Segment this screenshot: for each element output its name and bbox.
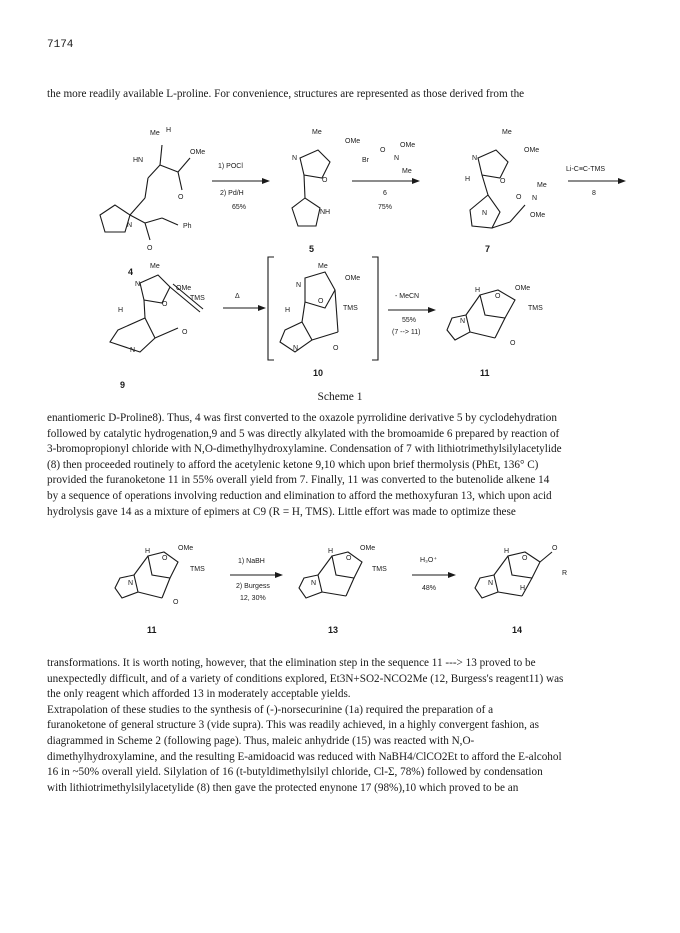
compound-4-structure (100, 127, 205, 252)
row2-arrow-top: - MeCN (395, 293, 420, 300)
c7-me2: Me (537, 182, 547, 189)
row3-arrow1-sub: 12, 30% (240, 595, 266, 602)
compound-11-structure (447, 285, 543, 347)
row1-arrow3-reagent: Li-C≡C-TMS (566, 166, 606, 173)
c7-ome2: OMe (530, 212, 546, 219)
c11b-o2: O (173, 599, 179, 606)
c4-ome: OMe (190, 149, 206, 156)
compound-14-structure (475, 545, 567, 598)
reagent6-me: Me (402, 168, 412, 175)
c9-n2: N (130, 347, 136, 354)
label-5: 5 (309, 244, 315, 254)
c7-n3: N (532, 195, 538, 202)
c14-r: R (562, 570, 568, 577)
c13-tms: TMS (372, 566, 387, 573)
c7-o: O (500, 178, 506, 185)
c9-h: H (118, 307, 124, 314)
c10-o: O (318, 298, 324, 305)
row2-delta: Δ (235, 293, 240, 300)
c10-n2: N (293, 345, 299, 352)
compound-5-structure (292, 129, 360, 226)
paragraph-3 (47, 656, 635, 796)
c13-h: H (328, 548, 334, 555)
label-11b: 11 (147, 625, 157, 635)
c9-tms: TMS (190, 295, 205, 302)
row1-arrow1-top: 1) POCl (218, 163, 243, 170)
para2-line: 3-bromopropionyl chloride with N,O-dimethylhydroxylamine. Condensation of 7 with lithiotrimethylsilylacetylide (47, 443, 562, 456)
c7-ome: OMe (524, 147, 540, 154)
c4-h: H (166, 127, 172, 134)
c10-me: Me (318, 263, 328, 270)
label-14: 14 (512, 625, 523, 635)
para2-line: by a sequence of operations involving reduction and elimination to afford the methoxyfuran 13, which upon acid (47, 489, 552, 502)
c9-n1: N (135, 281, 141, 288)
c11-o: O (495, 293, 501, 300)
row2-arrow-yield: 55% (402, 317, 417, 324)
c11b-tms: TMS (190, 566, 205, 573)
c13-o: O (346, 555, 352, 562)
para3-line: furanoketone of general structure 3 (vide supra). This was readily achieved, in a highly convergent fashion, as (47, 719, 539, 732)
reagent6-o: O (380, 147, 386, 154)
compound-9-structure (110, 263, 205, 354)
row3-arrow2-top: H₃O⁺ (420, 557, 438, 564)
c10-tms: TMS (343, 305, 358, 312)
c11-o2: O (510, 340, 516, 347)
c11-n: N (460, 318, 466, 325)
label-13: 13 (328, 625, 339, 635)
label-11: 11 (480, 368, 490, 378)
c5-ome: OMe (345, 138, 361, 145)
para3-line: with lithiotrimethylsilylacetylide (8) then gave the protected enynone 17 (98%),10 which proved to be an (47, 781, 519, 794)
para3-line: dimethylhydroxylamine, and the resulting E-amidoacid was reduced with NaBH4/ClCO2Et to afford the E-alcohol (47, 750, 562, 763)
c14-n: N (488, 580, 494, 587)
c9-o2: O (182, 329, 188, 336)
para3-line: the only reagent which afforded 13 in moderately acceptable yields. (47, 688, 351, 701)
c5-n: N (292, 155, 298, 162)
c11b-o: O (162, 555, 168, 562)
c7-h: H (465, 176, 471, 183)
row1-arrow2-yield: 75% (378, 204, 393, 211)
c10-n1: N (296, 282, 302, 289)
c11b-n: N (128, 580, 134, 587)
reagent6-n: N (394, 155, 400, 162)
c11b-ome: OMe (178, 545, 194, 552)
c7-me: Me (502, 129, 512, 136)
para2-line: followed by catalytic hydrogenation,9 and 5 was directly alkylated with the bromoamide 6 prepared by reaction of (47, 427, 560, 440)
c13-n: N (311, 580, 317, 587)
c4-ph: Ph (183, 223, 192, 230)
row1-arrow1-mid: 2) Pd/H (220, 190, 244, 197)
c4-o: O (178, 194, 184, 201)
row3-arrow1-top: 1) NaBH (238, 558, 265, 565)
row1-arrow3-num: 8 (592, 190, 596, 197)
para3-line: Extrapolation of these studies to the synthesis of (-)-norsecurinine (1a) required the preparation of a (47, 703, 494, 716)
compound-10-structure (280, 263, 360, 352)
row1-arrow1-yield: 65% (232, 204, 247, 211)
c5-nh: NH (320, 209, 331, 216)
c11-tms: TMS (528, 305, 543, 312)
c10-ome: OMe (345, 275, 361, 282)
page-number: 7174 (47, 39, 74, 51)
reagent6-ome: OMe (400, 142, 416, 149)
compound-13-structure (299, 545, 387, 598)
c14-h2: H (520, 585, 526, 592)
reagent6-br: Br (362, 157, 369, 164)
scheme-caption: Scheme 1 (317, 391, 363, 403)
c10-o2: O (333, 345, 339, 352)
para2-line: provided the furanoketone 11 in 55% overall yield from 7. Finally, 11 was converted to the butenolide alkene 14 (47, 474, 550, 487)
c9-o: O (162, 301, 168, 308)
c5-me: Me (312, 129, 322, 136)
intro-line (47, 87, 635, 103)
para3-line: diagrammed in Scheme 2 (following page). Thus, maleic anhydride (15) was reacted with N,O- (47, 734, 475, 747)
c11-h: H (475, 287, 481, 294)
label-9: 9 (120, 380, 126, 390)
c10-h: H (285, 307, 291, 314)
c5-o: O (322, 177, 328, 184)
c4-n: N (127, 222, 133, 229)
label-10: 10 (313, 368, 324, 378)
c14-o2: O (552, 545, 558, 552)
c4-hn: HN (133, 157, 144, 164)
c4-me: Me (150, 130, 160, 137)
para3-line: transformations. It is worth noting, however, that the elimination step in the sequence 11 ---> 13 proved to be (47, 657, 536, 669)
row3-arrow1-mid: 2) Burgess (236, 583, 270, 590)
label-4: 4 (128, 267, 134, 277)
paragraph-2 (47, 411, 635, 520)
para2-line: (8) then proceeded routinely to afford the acetylenic ketone 9,10 which upon brief thermolysis (PhEt, 136° C) (47, 458, 539, 471)
c11-ome: OMe (515, 285, 531, 292)
compound-11b-structure (115, 545, 205, 606)
row1-arrow2-num: 6 (383, 190, 387, 197)
c9-ome: OMe (176, 285, 192, 292)
para3-line: 16 in ~50% overall yield. Silylation of 16 (t-butyldimethylsilyl chloride, Cl-Σ, 78%) followed by condensation (47, 766, 543, 779)
para2-line: enantiomeric D-Proline8). Thus, 4 was first converted to the oxazole pyrrolidine derivative 5 by cyclodehydration (47, 412, 557, 424)
c7-n2: N (482, 210, 488, 217)
row2-arrow-note: (7 --> 11) (392, 329, 421, 336)
c7-o2: O (516, 194, 522, 201)
compound-7-structure (465, 129, 547, 228)
c9-me: Me (150, 263, 160, 270)
para2-line: hydrolysis gave 14 as a mixture of epimers at C9 (R = H, TMS). Little effort was made to optimize these (47, 505, 516, 518)
intro-text: the more readily available L-proline. For convenience, structures are represented as those derived from the (47, 88, 525, 100)
row3-arrow2-yield: 48% (422, 585, 437, 592)
c14-h: H (504, 548, 510, 555)
para3-line: unexpectedly difficult, and of a variety of conditions explored, Et3N+SO2-NCO2Me (12, Burgess's reagent11) was (47, 672, 564, 685)
c11b-h: H (145, 548, 151, 555)
c14-o: O (522, 555, 528, 562)
c4-o2: O (147, 245, 153, 252)
c13-ome: OMe (360, 545, 376, 552)
c7-n1: N (472, 155, 478, 162)
label-7: 7 (485, 244, 491, 254)
